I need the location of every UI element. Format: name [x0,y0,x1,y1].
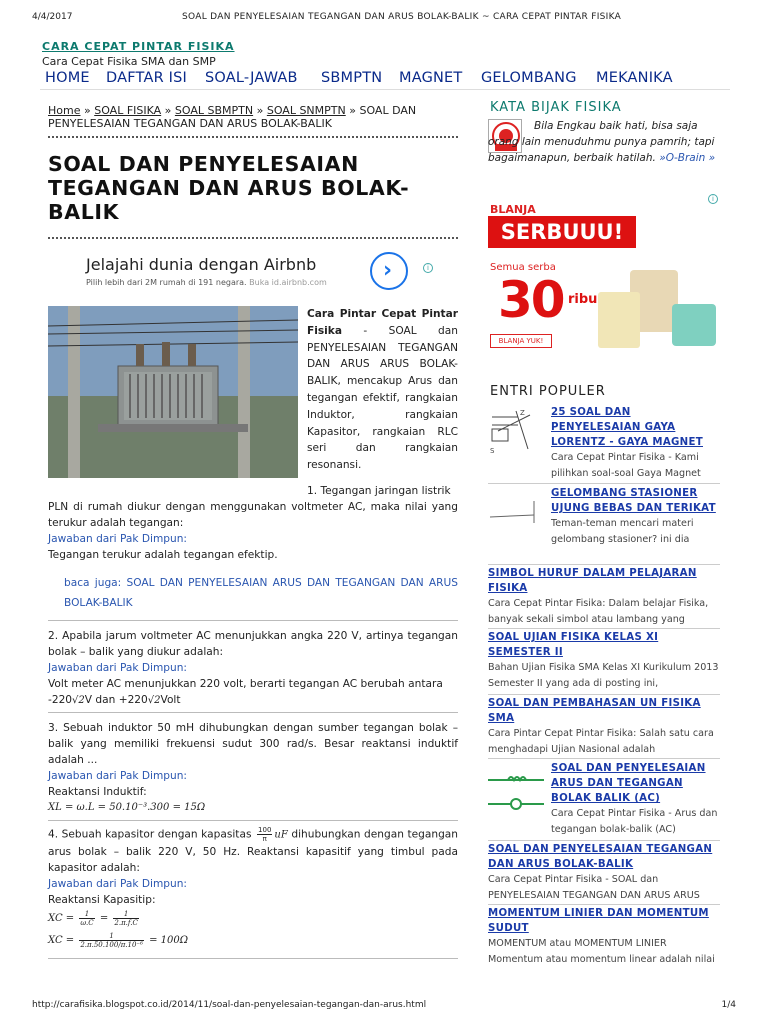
blanja-ad[interactable] [488,192,720,372]
post-intro [307,306,458,474]
question-2 [48,628,458,709]
quote-block [488,118,720,166]
nav-daftar-isi[interactable]: DAFTAR ISI [106,70,188,86]
ad-info-icon[interactable]: i [423,263,433,273]
nav-home[interactable]: HOME [45,70,90,86]
main-nav [40,68,730,90]
q1-intro: 1. Tegangan jaringan listrik [307,485,451,497]
airbnb-ad[interactable] [48,245,438,297]
product-rice-bag [598,292,640,348]
nav-gelombang[interactable]: GELOMBANG [481,70,577,86]
popular-snippet: Bahan Ujian Fisika SMA Kelas XI Kurikulum 2013 Semester II yang ada di posting ini, [488,662,719,689]
popular-snippet: Cara Cepat Pintar Fisika - Kami pilihkan soal-soal Gaya Magnet [551,452,701,479]
popular-item [488,842,720,903]
popular-thumb-ac-circuit [488,768,546,816]
blanja-cta[interactable]: BLANJA YUK! [490,334,552,348]
breadcrumb-sep: » [161,104,175,117]
divider [48,712,458,713]
popular-snippet: Cara Cepat Pintar Fisika - SOAL dan PENYELESAIAN TEGANGAN DAN ARUS ARUS [488,874,700,901]
blanja-price: 30 [498,271,564,329]
popular-item [488,906,720,967]
breadcrumb-home[interactable]: Home [48,104,81,117]
popular-snippet: Cara Cepat Pintar Fisika: Dalam belajar Fisika, banyak sekali simbol atau lambang yang [488,598,709,625]
nav-mekanika[interactable]: MEKANIKA [596,70,673,86]
ad-subtext: Pilih lebih dari 2M rumah di 191 negara. Buka id.airbnb.com [86,278,327,287]
site-title-link[interactable]: CARA CEPAT PINTAR FISIKA [42,40,235,53]
popular-title-link[interactable]: GELOMBANG STASIONER UJUNG BEBAS DAN TERIKAT [551,488,716,514]
popular-snippet: Cara Pintar Cepat Pintar Fisika: Salah satu cara menghadapi Ujian Nasional adalah [488,728,714,755]
divider [48,237,458,239]
nav-magnet[interactable]: MAGNET [399,70,463,86]
popular-title-link[interactable]: SOAL DAN PENYELESAIAN ARUS DAN TEGANGAN BOLAK BALIK (AC) [551,763,706,804]
q2-text: 2. Apabila jarum voltmeter AC menunjukkan angka 220 V, artinya tegangan bolak – balik yang diukur adalah: [48,630,458,658]
a2-text: Volt meter AC menunjukkan 220 volt, berarti tegangan AC berubah antara [48,678,443,690]
transformer-illustration [48,306,298,478]
popular-item [551,761,721,837]
divider [488,904,720,905]
a4-formula-1: XC = $\frac{1}{\omega.C}$ = $\frac{1}{2.\pi.f.C}$ [48,909,138,927]
divider [488,758,720,759]
post-title-line: SOAL DAN PENYELESAIAN [48,152,359,176]
svg-text:Z: Z [520,409,525,417]
breadcrumb [48,104,460,130]
chevron-right-icon: › [383,258,393,283]
divider [488,483,720,484]
divider [488,694,720,695]
question-3 [48,720,458,816]
answer-label: Jawaban dari Pak Dimpun: [48,662,188,674]
svg-text:S: S [490,447,495,455]
divider [488,840,720,841]
intro-bold: Cara Pintar Cepat Pintar Fisika [307,308,458,337]
popular-title-link[interactable]: SOAL DAN PEMBAHASAN UN FISIKA SMA [488,698,701,724]
breadcrumb-soal-sbmptn[interactable]: SOAL SBMPTN [174,104,254,117]
question-1 [48,499,458,563]
post-title [48,152,458,224]
breadcrumb-sep: » [253,104,267,117]
popular-snippet: Cara Cepat Pintar Fisika - Arus dan tegangan bolak-balik (AC) [551,808,718,835]
blanja-semua: Semua serba [490,262,556,273]
divider [48,958,458,959]
baca-juga-link[interactable]: baca juga: SOAL DAN PENYELESAIAN ARUS DAN TEGANGAN DAN ARUS BOLAK-BALIK [64,577,458,609]
site-description: Cara Cepat Fisika SMA dan SMP [42,55,216,68]
transformer-photo [48,306,298,478]
print-url: http://carafisika.blogspot.co.id/2014/11/soal-dan-penyelesaian-tegangan-dan-arus.html [32,1000,427,1010]
question-4 [48,826,458,952]
divider [48,820,458,821]
divider [488,564,720,565]
q4-text: 4. Sebuah kapasitor dengan kapasitas $\frac{100}{\pi}$ uF dihubungkan dengan tegangan arus bolak – balik 220 V, 50 Hz. Reaktansi kapasitif yang timbul pada kapasitor adalah: [48,826,459,874]
answer-label: Jawaban dari Pak Dimpun: [48,533,188,545]
popular-item [551,486,721,547]
product-lunchbox [672,304,716,346]
print-title: SOAL DAN PENYELESAIAN TEGANGAN DAN ARUS BOLAK-BALIK ~ CARA CEPAT PINTAR FISIKA [182,12,622,22]
quote-source-link[interactable]: »O-Brain » [659,152,716,164]
blanja-brand: BLANJA [490,203,536,216]
popular-snippet: Teman-teman mencari materi gelombang stasioner? ini dia [551,518,694,545]
answer-label: Jawaban dari Pak Dimpun: [48,877,188,890]
q3-text: 3. Sebuah induktor 50 mH dihubungkan dengan sumber tegangan bolak – balik yang memiliki frekuensi sudut 300 rad/s. Besar reaktansi induktif adalah ... [48,722,458,766]
popular-snippet: MOMENTUM atau MOMENTUM LINIER Momentum atau momentum linear adalah nilai [488,938,715,965]
answer-1: Tegangan terukur adalah tegangan efektip. [48,549,278,561]
divider [488,628,720,629]
popular-title-link[interactable]: MOMENTUM LINIER DAN MOMENTUM SUDUT [488,908,709,934]
popular-title-link[interactable]: 25 SOAL DAN PENYELESAIAN GAYA LORENTZ - GAYA MAGNET [551,407,703,448]
print-footer [32,1000,736,1014]
print-header [32,12,736,26]
post-title-line: TEGANGAN DAN ARUS BOLAK- [48,176,410,200]
kata-bijak-heading: KATA BIJAK FISIKA [490,100,622,115]
popular-title-link[interactable]: SOAL DAN PENYELESAIAN TEGANGAN DAN ARUS BOLAK-BALIK [488,844,713,870]
print-date: 4/4/2017 [32,12,73,22]
popular-item [488,566,720,627]
popular-thumb-gelombang [488,497,544,527]
breadcrumb-current: SOAL DAN PENYELESAIAN TEGANGAN DAN ARUS BOLAK-BALIK [48,104,417,130]
nav-sbmptn[interactable]: SBMPTN [321,70,383,86]
breadcrumb-soal-snmptn[interactable]: SOAL SNMPTN [266,104,346,117]
popular-item [488,696,720,757]
post-title-line: BALIK [48,200,120,224]
entri-populer-heading: ENTRI POPULER [490,384,606,399]
ad-domain: Buka id.airbnb.com [249,278,327,287]
breadcrumb-sep: » [345,104,360,117]
blanja-banner: SERBUUU! [488,216,636,248]
q1-text: PLN di rumah diukur dengan menggunakan voltmeter AC, maka nilai yang terukur adalah tegangan: [48,501,458,529]
a4-label: Reaktansi Kapasitip: [48,893,156,906]
blanja-ribu: ribu [568,292,598,307]
popular-item [551,405,721,481]
nav-soal-jawab[interactable]: SOAL-JAWAB [205,70,298,86]
divider [48,136,458,138]
ad-info-icon[interactable]: i [708,194,718,204]
a2-range: -220√2V dan +220√2Volt [48,694,181,706]
print-page-number: 1/4 [721,1000,736,1010]
answer-label: Jawaban dari Pak Dimpun: [48,770,188,782]
ad-headline[interactable]: Jelajahi dunia dengan Airbnb [86,255,317,274]
a3-formula: XL = ω.L = 50.10⁻³.300 = 15Ω [48,802,206,813]
popular-item [488,630,720,691]
ad-arrow-button[interactable] [370,252,408,290]
a3-label: Reaktansi Induktif: [48,786,147,798]
popular-thumb-lorentz [488,407,544,455]
intro-text: - SOAL dan PENYELESAIAN TEGANGAN DAN ARUS ARUS BOLAK-BALIK, mencakup Arus dan tegangan efektif, rangkaian Induktor, rangkaian Kapasitor, rangkaian RLC seri dan rangkaian resonansi. [307,324,458,472]
popular-title-link[interactable]: SIMBOL HURUF DALAM PELAJARAN FISIKA [488,568,697,594]
a4-formula-2: XC = $\frac{1}{\text{2.π.50.100/π.10⁻⁶}}$ = 100Ω [48,931,189,949]
breadcrumb-soal-fisika[interactable]: SOAL FISIKA [94,104,162,117]
divider [48,620,458,621]
popular-title-link[interactable]: SOAL UJIAN FISIKA KELAS XI SEMESTER II [488,632,659,658]
breadcrumb-sep: » [80,104,95,117]
quote-text: Bila Engkau baik hati, bisa saja orang lain menuduhmu punya pamrih; tapi bagaimanapun, berbaik hatilah. [488,120,715,164]
